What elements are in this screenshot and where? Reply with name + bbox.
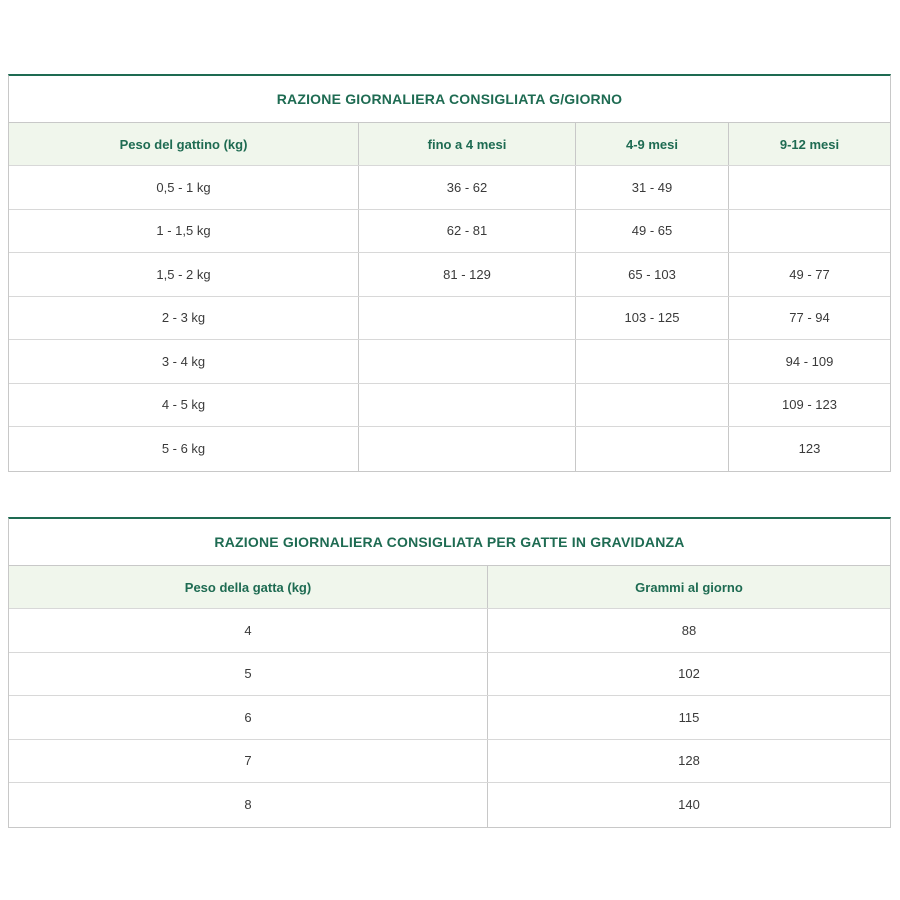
table-row — [9, 783, 890, 827]
header-9-12-months: 9-12 mesi — [779, 136, 840, 152]
weight-cell: 1,5 - 2 kg — [9, 253, 359, 296]
value-cell: 65 - 103 — [576, 253, 729, 296]
value-cell — [576, 340, 729, 383]
value-cell: 31 - 49 — [576, 166, 729, 209]
weight-cell: 7 — [9, 740, 488, 783]
weight-cell: 5 - 6 kg — [9, 427, 359, 471]
value-cell: 81 - 129 — [359, 253, 576, 296]
header-kitten-weight: Peso del gattino (kg) — [9, 123, 359, 165]
table-row — [9, 210, 890, 254]
weight-cell: 0,5 - 1 kg — [9, 166, 359, 209]
weight-cell: 2 - 3 kg — [9, 297, 359, 340]
header-up-to-4-months: fino a 4 mesi — [359, 123, 576, 165]
value-cell: 115 — [678, 709, 700, 725]
table-row — [9, 253, 890, 297]
value-cell: 109 - 123 — [782, 397, 837, 413]
table-row — [9, 740, 890, 784]
kitten-table-header-row — [9, 123, 890, 166]
header-4-9-months: 4-9 mesi — [576, 123, 729, 165]
value-cell: 88 — [681, 622, 697, 638]
value-cell: 140 — [678, 797, 700, 813]
weight-cell: 4 — [9, 609, 488, 652]
weight-cell: 6 — [9, 696, 488, 739]
kitten-table-title: RAZIONE GIORNALIERA CONSIGLIATA G/GIORNO — [9, 76, 890, 123]
value-cell — [729, 166, 890, 209]
value-cell — [359, 297, 576, 340]
value-cell: 62 - 81 — [359, 210, 576, 253]
table-row — [9, 340, 890, 384]
value-cell: 49 - 65 — [576, 210, 729, 253]
kitten-ration-table — [8, 74, 891, 472]
weight-cell: 4 - 5 kg — [9, 384, 359, 427]
table-row — [9, 166, 890, 210]
value-cell — [576, 427, 729, 471]
value-cell: 123 — [798, 441, 821, 457]
value-cell: 77 - 94 — [789, 310, 830, 326]
value-cell — [359, 427, 576, 471]
value-cell: 36 - 62 — [359, 166, 576, 209]
weight-cell: 8 — [9, 783, 488, 827]
table-row — [9, 653, 890, 697]
table-row — [9, 427, 890, 471]
value-cell: 49 - 77 — [789, 266, 830, 282]
value-cell — [729, 210, 890, 253]
value-cell — [576, 384, 729, 427]
value-cell: 103 - 125 — [576, 297, 729, 340]
pregnant-table-header-row — [9, 566, 890, 609]
table-row — [9, 297, 890, 341]
value-cell: 102 — [678, 666, 700, 682]
value-cell: 94 - 109 — [785, 353, 834, 369]
weight-cell: 5 — [9, 653, 488, 696]
pregnant-table-title: RAZIONE GIORNALIERA CONSIGLIATA PER GATTE IN GRAVIDANZA — [9, 519, 890, 566]
value-cell — [359, 340, 576, 383]
value-cell: 128 — [678, 753, 700, 769]
table-row — [9, 384, 890, 428]
table-row — [9, 609, 890, 653]
weight-cell: 3 - 4 kg — [9, 340, 359, 383]
table-row — [9, 696, 890, 740]
header-cat-weight: Peso della gatta (kg) — [9, 566, 488, 608]
header-grams-per-day: Grammi al giorno — [635, 579, 743, 595]
value-cell — [359, 384, 576, 427]
weight-cell: 1 - 1,5 kg — [9, 210, 359, 253]
pregnant-cat-ration-table — [8, 517, 891, 828]
